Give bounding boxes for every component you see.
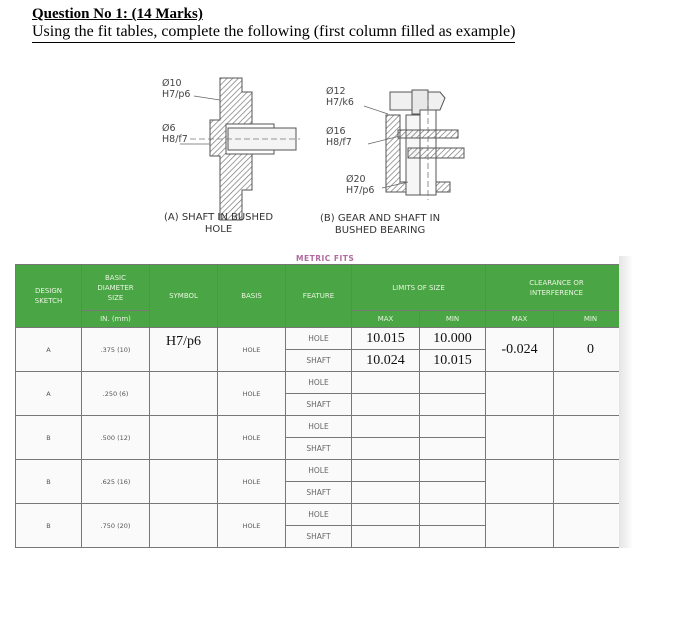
cell-hole-min[interactable]: 10.000 <box>420 328 486 350</box>
table-row <box>16 460 628 482</box>
question-title: Question No 1: (14 Marks) <box>32 6 203 22</box>
cell-sketch: B <box>16 460 82 504</box>
cell-basis: HOLE <box>218 460 286 504</box>
cell-symbol[interactable] <box>150 372 218 416</box>
cell-shaft-max[interactable] <box>352 526 420 548</box>
cell-clear-min[interactable]: 0 <box>554 328 628 372</box>
cell-shaft-min[interactable] <box>420 394 486 416</box>
label-b-mid: Ø16 H8/f7 <box>326 126 352 148</box>
cell-sketch: B <box>16 504 82 548</box>
cell-hole-max[interactable] <box>352 460 420 482</box>
drawing-b <box>364 90 464 200</box>
cell-feature-hole: HOLE <box>286 504 352 526</box>
cell-sketch: A <box>16 372 82 416</box>
cell-hole-min[interactable] <box>420 372 486 394</box>
cell-feature-shaft: SHAFT <box>286 482 352 504</box>
cell-shaft-max[interactable]: 10.024 <box>352 350 420 372</box>
header-clear-min: MIN <box>554 311 628 328</box>
cell-hole-max[interactable] <box>352 416 420 438</box>
cell-clear-min[interactable] <box>554 416 628 460</box>
cell-clear-max[interactable] <box>486 416 554 460</box>
cell-size: .375 (10) <box>82 328 150 372</box>
cell-hole-max[interactable] <box>352 504 420 526</box>
fit-diagram <box>150 70 490 250</box>
cell-shaft-min[interactable]: 10.015 <box>420 350 486 372</box>
cell-symbol[interactable] <box>150 460 218 504</box>
cell-symbol[interactable]: H7/p6 <box>150 328 218 372</box>
label-b-bottom: Ø20 H7/p6 <box>346 174 375 196</box>
cell-basis: HOLE <box>218 372 286 416</box>
table-row <box>16 372 628 394</box>
cell-clear-min[interactable] <box>554 372 628 416</box>
header-limits-max: MAX <box>352 311 420 328</box>
cell-shaft-max[interactable] <box>352 482 420 504</box>
cell-clear-min[interactable] <box>554 460 628 504</box>
cell-clear-max[interactable] <box>486 372 554 416</box>
cell-clear-max[interactable] <box>486 460 554 504</box>
caption-a: (A) SHAFT IN BUSHED HOLE <box>164 212 274 235</box>
cell-basis: HOLE <box>218 504 286 548</box>
header-limits: LIMITS OF SIZE <box>352 265 486 311</box>
cell-size: .250 (6) <box>82 372 150 416</box>
header-symbol: SYMBOL <box>150 265 218 328</box>
cell-feature-shaft: SHAFT <box>286 438 352 460</box>
cell-hole-max[interactable]: 10.015 <box>352 328 420 350</box>
cell-sketch: B <box>16 416 82 460</box>
cell-feature-hole: HOLE <box>286 416 352 438</box>
header-limits-min: MIN <box>420 311 486 328</box>
header-basic-size: BASIC DIAMETER SIZE <box>82 265 150 311</box>
cell-clear-min[interactable] <box>554 504 628 548</box>
header-size-unit: IN. (mm) <box>82 311 150 328</box>
header-design-sketch: DESIGN SKETCH <box>16 265 82 328</box>
label-a-top: Ø10 H7/p6 <box>162 78 191 100</box>
cell-hole-min[interactable] <box>420 460 486 482</box>
cell-hole-min[interactable] <box>420 416 486 438</box>
cell-shaft-max[interactable] <box>352 394 420 416</box>
header-feature: FEATURE <box>286 265 352 328</box>
cell-clear-max[interactable] <box>486 504 554 548</box>
label-a-bottom: Ø6 H8/f7 <box>162 123 188 145</box>
cell-symbol[interactable] <box>150 504 218 548</box>
cell-shaft-min[interactable] <box>420 526 486 548</box>
fit-table <box>15 264 628 548</box>
table-row <box>16 504 628 526</box>
cell-shaft-min[interactable] <box>420 438 486 460</box>
table-row <box>16 328 628 350</box>
cell-sketch: A <box>16 328 82 372</box>
caption-b: (B) GEAR AND SHAFT IN BUSHED BEARING <box>320 213 441 236</box>
cell-clear-max[interactable]: -0.024 <box>486 328 554 372</box>
question-instruction: Using the fit tables, complete the following (first column filled as example) <box>32 23 515 43</box>
header-basis: BASIS <box>218 265 286 328</box>
drawing-a <box>180 78 300 220</box>
cell-feature-hole: HOLE <box>286 372 352 394</box>
table-row <box>16 416 628 438</box>
cell-shaft-min[interactable] <box>420 482 486 504</box>
cell-feature-shaft: SHAFT <box>286 350 352 372</box>
cell-symbol[interactable] <box>150 416 218 460</box>
cell-feature-shaft: SHAFT <box>286 394 352 416</box>
table-caption: METRIC FITS <box>296 254 355 263</box>
label-b-top: Ø12 H7/k6 <box>326 86 354 108</box>
cell-size: .625 (16) <box>82 460 150 504</box>
header-clearance: CLEARANCE OR INTERFERENCE <box>486 265 628 311</box>
cell-feature-hole: HOLE <box>286 328 352 350</box>
cell-basis: HOLE <box>218 328 286 372</box>
fit-table-container <box>15 264 625 548</box>
cell-size: .500 (12) <box>82 416 150 460</box>
header-clear-max: MAX <box>486 311 554 328</box>
cell-feature-shaft: SHAFT <box>286 526 352 548</box>
cell-hole-min[interactable] <box>420 504 486 526</box>
cell-basis: HOLE <box>218 416 286 460</box>
cell-feature-hole: HOLE <box>286 460 352 482</box>
cell-size: .750 (20) <box>82 504 150 548</box>
cell-hole-max[interactable] <box>352 372 420 394</box>
cell-shaft-max[interactable] <box>352 438 420 460</box>
